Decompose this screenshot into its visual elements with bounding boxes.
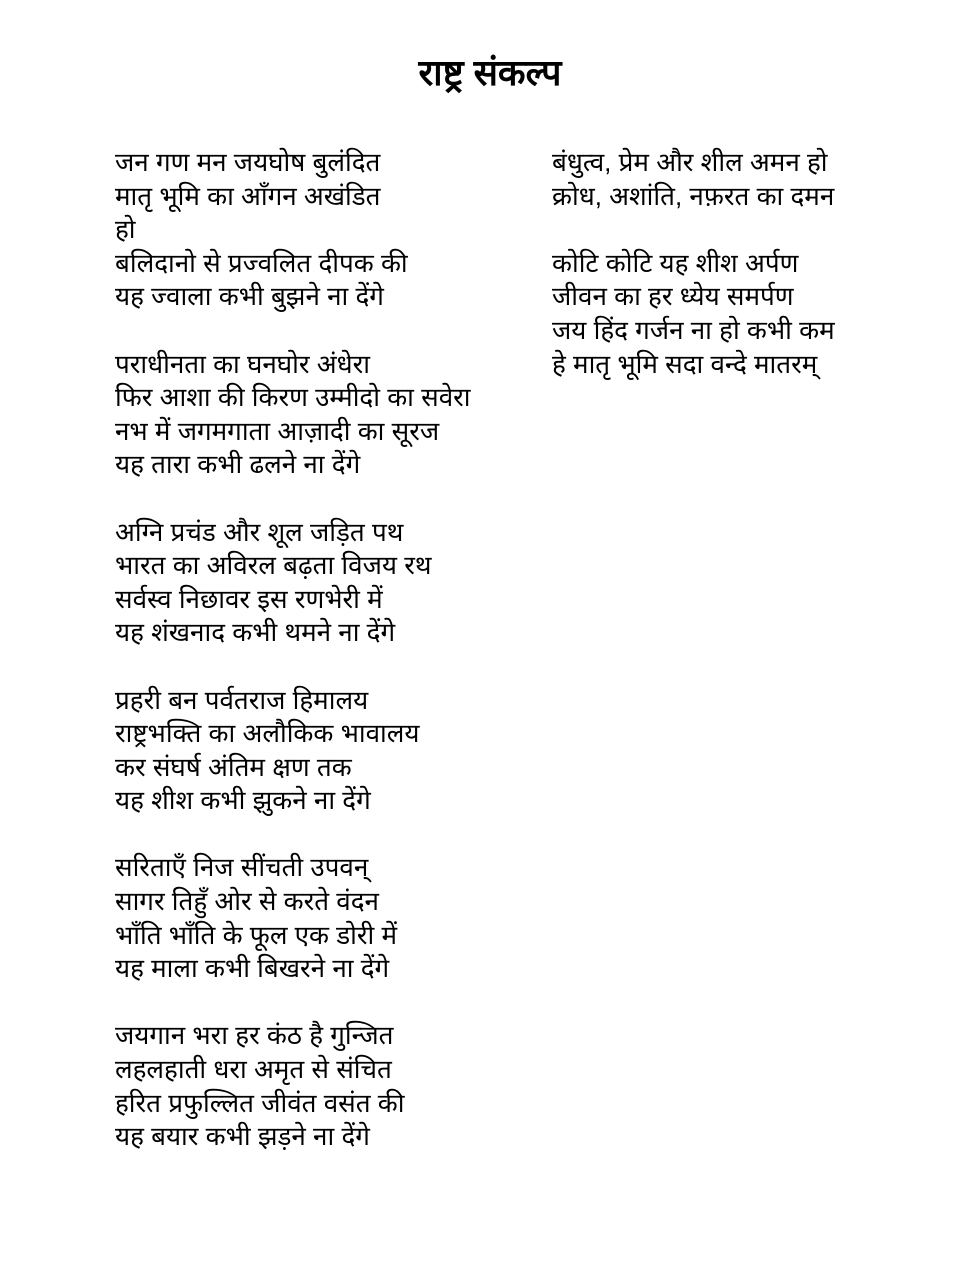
poem-line: क्रोध, अशांति, नफ़रत का दमन (552, 180, 835, 211)
poem-line: यह शंखनाद कभी थमने ना देंगे (115, 617, 396, 648)
poem-line: राष्ट्रभक्ति का अलौकिक भावालय (115, 718, 420, 749)
poem-line: कोटि कोटि यह शीश अर्पण (552, 247, 799, 278)
poem-line: सर्वस्व निछावर इस रणभेरी में (115, 583, 383, 614)
poem-line: हरित प्रफुल्लित जीवंत वसंत की (115, 1087, 405, 1118)
poem-line: यह ज्वाला कभी बुझने ना देंगे (115, 281, 384, 312)
poem-line: बलिदानो से प्रज्वलित दीपक की (115, 247, 408, 278)
poem-line: भारत का अविरल बढ़ता विजय रथ (115, 550, 432, 581)
poem-line: प्रहरी बन पर्वतराज हिमालय (115, 684, 369, 715)
poem-line: जन गण मन जयघोष बुलंदित (115, 147, 381, 177)
poem-line: मातृ भूमि का आँगन अखंडित (115, 180, 381, 211)
poem-line: जय हिंद गर्जन ना हो कभी कम (552, 314, 835, 345)
poem-line: यह माला कभी बिखरने ना देंगे (115, 953, 390, 984)
stanza (552, 247, 972, 381)
poem-right-column (552, 146, 972, 415)
poem-line: हो (115, 214, 136, 245)
page-title: राष्ट्र संकल्प (418, 52, 562, 93)
poem-line: कर संघर्ष अंतिम क्षण तक (115, 751, 352, 782)
poem-line: यह शीश कभी झुकने ना देंगे (115, 785, 371, 816)
stanza (115, 348, 535, 482)
poem-line: पराधीनता का घनघोर अंधेरा (115, 348, 370, 379)
poem-line: बंधुत्व, प्रेम और शील अमन हो (552, 147, 828, 177)
poem-line: नभ में जगमगाता आज़ादी का सूरज (115, 415, 440, 446)
stanza (115, 1019, 535, 1153)
stanza (115, 851, 535, 985)
poem-line: अग्नि प्रचंड और शूल जड़ित पथ (115, 516, 404, 547)
stanza (115, 146, 535, 314)
stanza (115, 516, 535, 650)
stanza (552, 146, 972, 213)
poem-line: जयगान भरा हर कंठ है गुन्जित (115, 1020, 394, 1051)
poem-line: हे मातृ भूमि सदा वन्दे मातरम् (552, 348, 818, 379)
poem-line: सागर तिहुँ ओर से करते वंदन (115, 886, 379, 917)
poem-line: सरिताएँ निज सींचती उपवन् (115, 852, 369, 883)
poem-line: फिर आशा की किरण उम्मीदो का सवेरा (115, 382, 471, 413)
poem-line: यह तारा कभी ढलने ना देंगे (115, 449, 361, 480)
poem-line: यह बयार कभी झड़ने ना देंगे (115, 1121, 370, 1152)
stanza (115, 684, 535, 818)
poem-line: भाँति भाँति के फूल एक डोरी में (115, 919, 398, 950)
poem-line: जीवन का हर ध्येय समर्पण (552, 281, 794, 312)
poem-line: लहलहाती धरा अमृत से संचित (115, 1054, 392, 1085)
poem-left-column (115, 146, 535, 1187)
